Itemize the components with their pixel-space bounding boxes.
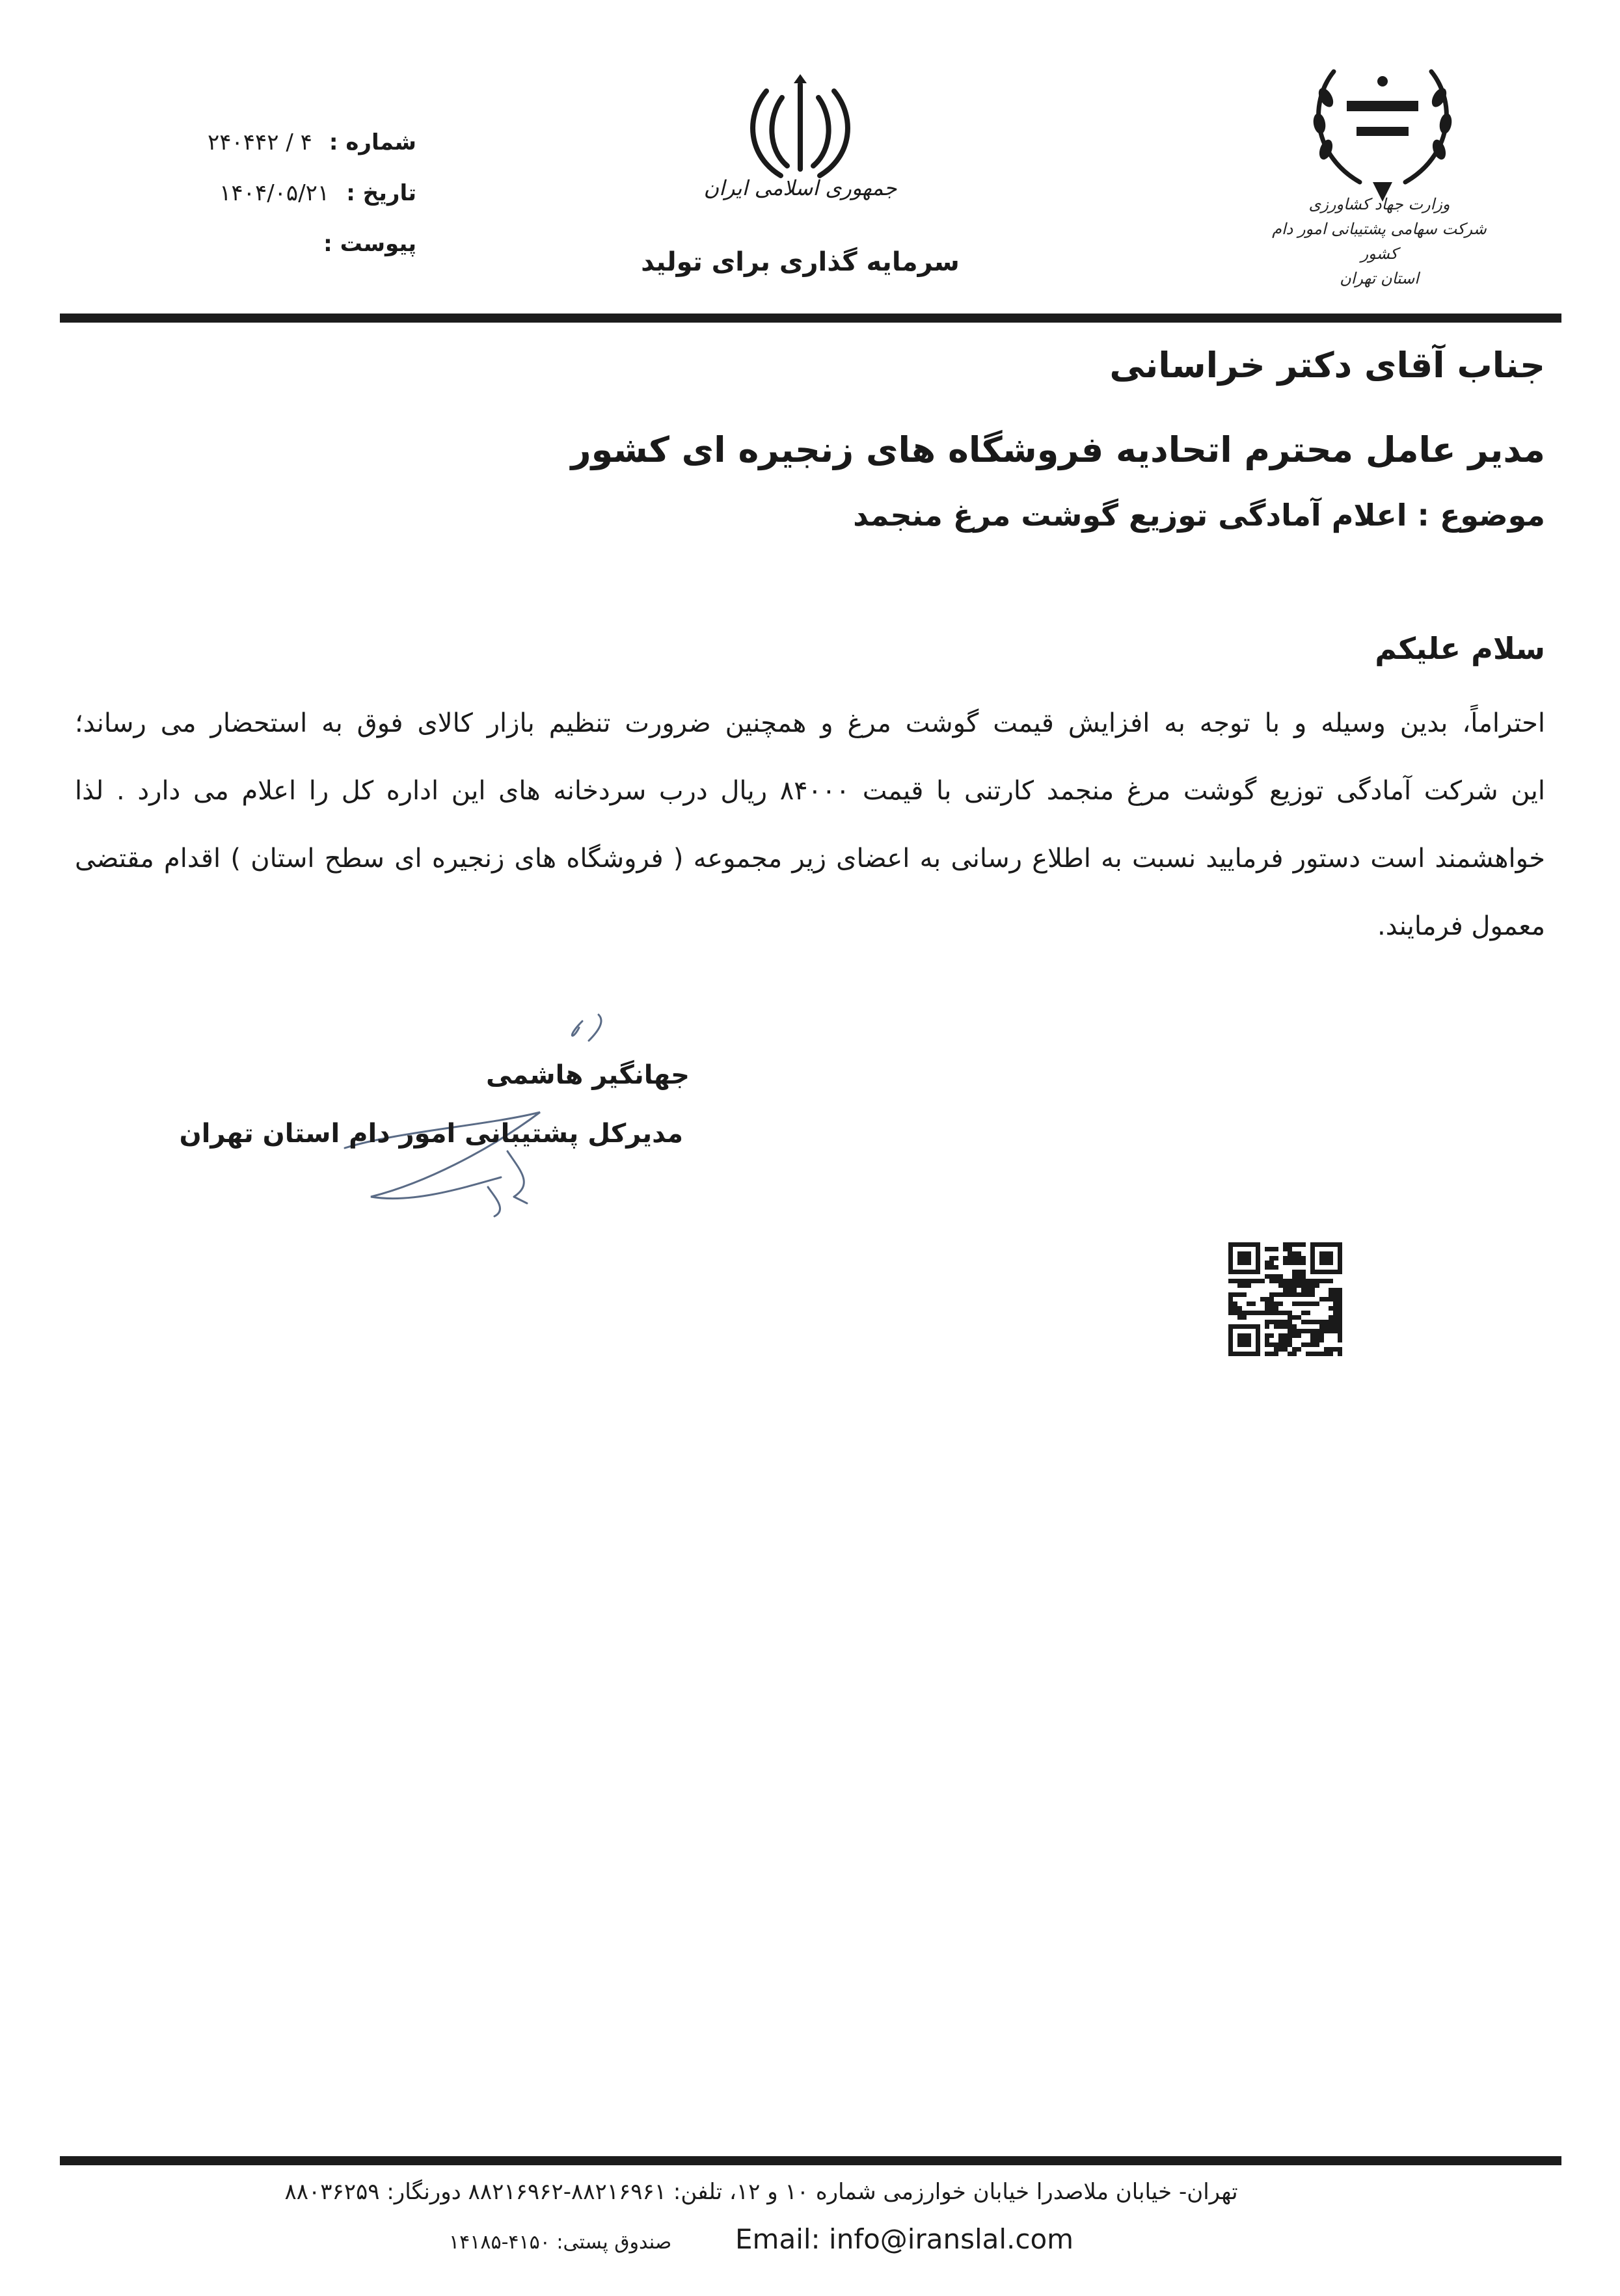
footer-address: تهران- خیابان ملاصدرا خیابان خوارزمی شماره ۱۰ و ۱۲، تلفن: ۸۸۲۱۶۹۶۱-۸۸۲۱۶۹۶۲ دورنگار: ۸۸۰۳۶۲۵۹	[284, 2179, 1238, 2205]
header-divider	[60, 314, 1561, 323]
recipient-title: مدیر عامل محترم اتحادیه فروشگاه های زنجیره ای کشور	[571, 429, 1545, 470]
letter-attachment-label: پیوست :	[323, 231, 416, 257]
ministry-line-1: وزارت جهاد کشاورزی	[1308, 195, 1450, 213]
body-line: خواهشمند است دستور فرمایید نسبت به اطلاع رسانی به اعضای زیر مجموعه ( فروشگاه های زنجیره ای سطح استان ) اقدام مقتضی	[75, 844, 1545, 874]
iran-emblem-icon	[735, 72, 865, 189]
recipient-name: جناب آقای دکتر خراسانی	[1109, 345, 1545, 386]
letter-attachment-row	[182, 219, 416, 269]
footer-divider	[60, 2156, 1561, 2165]
body-line: احتراماً، بدین وسیله و با توجه به افزایش قیمت گوشت مرغ و همچنین ضرورت تنظیم بازار کالای فوق به استحضار می رساند؛	[75, 708, 1545, 738]
footer-email: Email: info@iranslal.com	[735, 2223, 1074, 2255]
letter-date-label: تاریخ :	[346, 180, 416, 206]
body-line: این شرکت آمادگی توزیع گوشت مرغ منجمد کارتنی با قیمت ۸۴۰۰۰ ریال درب سردخانه های این اداره کل را اعلام می دارد . لذا	[75, 776, 1546, 806]
slogan: سرمایه گذاری برای تولید	[641, 247, 960, 277]
body-line: معمول فرمایند.	[1377, 911, 1545, 941]
footer-postal: صندوق پستی: ۴۱۵۰-۱۴۱۸۵	[449, 2231, 672, 2254]
emblem-caption: جمهوری اسلامی ایران	[703, 176, 897, 200]
signer-name: جهانگیر هاشمی	[485, 1060, 690, 1090]
ministry-caption	[1269, 192, 1490, 291]
letter-meta	[182, 117, 416, 269]
letter-number-row	[182, 117, 416, 168]
letter-number-value: ۴ / ۲۴۰۴۴۲	[208, 129, 312, 155]
greeting: سلام علیکم	[1375, 631, 1545, 666]
ministry-line-3: استان تهران	[1340, 269, 1419, 287]
letter-date-row	[182, 168, 416, 219]
letter-number-label: شماره :	[329, 129, 416, 155]
letter-subject: موضوع : اعلام آمادگی توزیع گوشت مرغ منجمد	[853, 498, 1545, 533]
qr-code-icon	[1228, 1242, 1342, 1356]
letter-date-value: ۱۴۰۴/۰۵/۲۱	[219, 180, 330, 206]
jahad-keshavarzi-logo-icon	[1295, 46, 1470, 208]
ministry-line-2: شرکت سهامی پشتیبانی امور دام کشور	[1272, 220, 1487, 263]
letter-body	[75, 689, 1545, 960]
signer-title: مدیرکل پشتیبانی امور دام استان تهران	[179, 1119, 683, 1149]
